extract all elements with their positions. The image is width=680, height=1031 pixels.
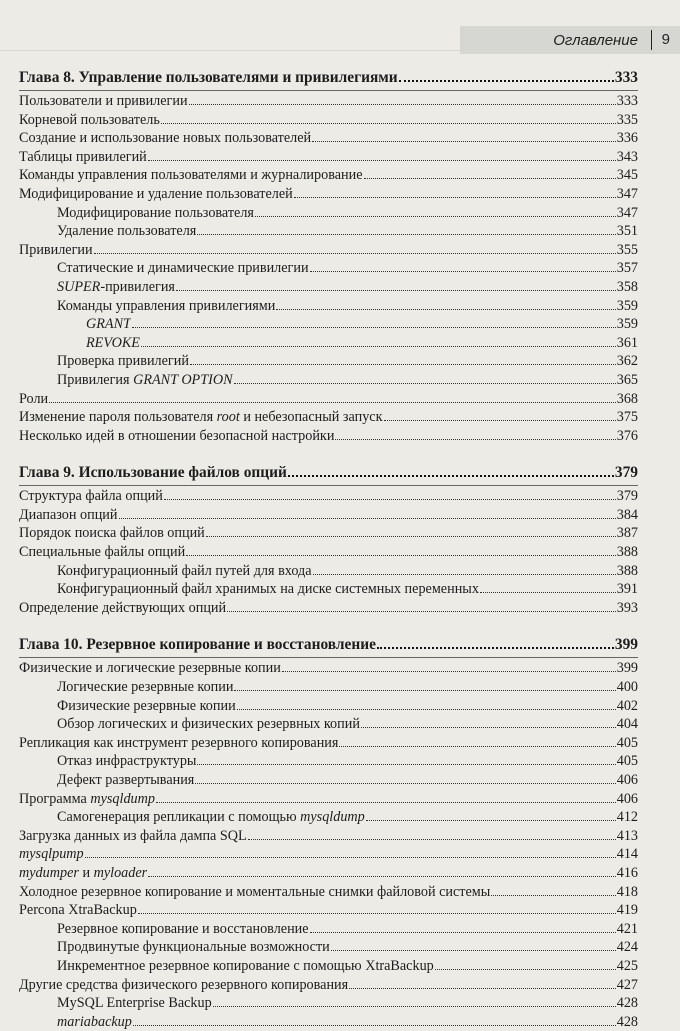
toc-entry[interactable]: Пользователи и привилегии 333: [19, 93, 638, 109]
divider: [19, 90, 638, 91]
toc-subentry[interactable]: Резервное копирование и восстановление 421: [57, 920, 638, 937]
toc-subentry[interactable]: Привилегия GRANT OPTION 365: [57, 371, 638, 388]
toc-subentry[interactable]: MySQL Enterprise Backup 428: [57, 995, 638, 1012]
toc-entry[interactable]: Физические и логические резервные копии 399: [19, 660, 638, 677]
toc-subentry[interactable]: Обзор логических и физических резервных копий 404: [57, 716, 638, 733]
toc-entry[interactable]: Команды управления пользователями и журналирование 345: [19, 167, 638, 184]
toc-entry[interactable]: Изменение пароля пользователя root и небезопасный запуск 375: [19, 409, 638, 426]
toc-entry[interactable]: Привилегии 355: [19, 241, 638, 258]
divider: [19, 485, 638, 486]
toc-entry[interactable]: Диапазон опций 384: [19, 506, 638, 523]
toc-entry[interactable]: mysqlpump 414: [19, 846, 638, 863]
toc-subentry[interactable]: Самогенерация репликации с помощью mysqldump 412: [57, 809, 638, 826]
toc-entry[interactable]: Загрузка данных из файла дампа SQL 413: [19, 827, 638, 844]
toc-entry[interactable]: Структура файла опций 379: [19, 488, 638, 505]
toc-subentry[interactable]: Модифицирование пользователя 347: [57, 204, 638, 221]
toc-entry[interactable]: Создание и использование новых пользователей 336: [19, 130, 638, 147]
toc-subentry[interactable]: Дефект развертывания 406: [57, 772, 638, 788]
toc-subsubentry[interactable]: REVOKE 361: [86, 334, 638, 351]
toc-subentry[interactable]: Инкрементное резервное копирование с помощью XtraBackup 425: [57, 957, 638, 974]
toc-subentry[interactable]: Логические резервные копии 400: [57, 679, 638, 696]
toc-entry[interactable]: Определение действующих опций 393: [19, 599, 638, 616]
chapter-heading[interactable]: Глава 8. Управление пользователями и привилегиями 333: [19, 69, 638, 86]
toc-subentry[interactable]: Конфигурационный файл хранимых на диске системных переменных 391: [57, 581, 638, 598]
chapter-heading[interactable]: Глава 9. Использование файлов опций 379: [19, 464, 638, 482]
header-separator: [651, 30, 652, 50]
toc-entry[interactable]: Специальные файлы опций 388: [19, 544, 638, 561]
toc-subentry[interactable]: SUPER-привилегия 358: [57, 278, 638, 295]
toc-subentry[interactable]: Команды управления привилегиями 359: [57, 297, 638, 314]
toc-entry[interactable]: Модифицирование и удаление пользователей 347: [19, 185, 638, 202]
toc-subentry[interactable]: Отказ инфраструктуры 405: [57, 753, 638, 770]
toc-entry[interactable]: Порядок поиска файлов опций 387: [19, 525, 638, 542]
toc-entry[interactable]: Percona XtraBackup 419: [19, 902, 638, 919]
toc-entry[interactable]: Роли 368: [19, 390, 638, 407]
toc-subentry[interactable]: Удаление пользователя 351: [57, 223, 638, 240]
page-header: [0, 0, 680, 51]
toc-entry[interactable]: Корневой пользователь 335: [19, 111, 638, 128]
toc-subentry[interactable]: mariabackup 428: [57, 1013, 638, 1030]
toc-entry[interactable]: Холодное резервное копирование и моментальные снимки файловой системы 418: [19, 883, 638, 900]
toc-entry[interactable]: Таблицы привилегий 343: [19, 148, 638, 165]
toc-subentry[interactable]: Статические и динамические привилегии 357: [57, 260, 638, 277]
chapter-heading[interactable]: Глава 10. Резервное копирование и восстановление 399: [19, 636, 638, 654]
divider: [19, 657, 638, 658]
running-head: Оглавление: [553, 32, 638, 49]
table-of-contents: [19, 68, 638, 1031]
toc-entry[interactable]: Репликация как инструмент резервного копирования 405: [19, 734, 638, 751]
toc-subentry[interactable]: Конфигурационный файл путей для входа 388: [57, 562, 638, 579]
toc-subentry[interactable]: Физические резервные копии 402: [57, 697, 638, 714]
toc-subentry[interactable]: Проверка привилегий 362: [57, 353, 638, 370]
toc-entry[interactable]: Программа mysqldump 406: [19, 790, 638, 807]
toc-subsubentry[interactable]: GRANT 359: [86, 316, 638, 333]
toc-entry[interactable]: Несколько идей в отношении безопасной настройки 376: [19, 427, 638, 444]
toc-entry[interactable]: Другие средства физического резервного копирования 427: [19, 976, 638, 993]
toc-entry[interactable]: mydumper и myloader 416: [19, 864, 638, 881]
page-number: 9: [661, 31, 670, 48]
toc-subentry[interactable]: Продвинутые функциональные возможности 424: [57, 939, 638, 956]
